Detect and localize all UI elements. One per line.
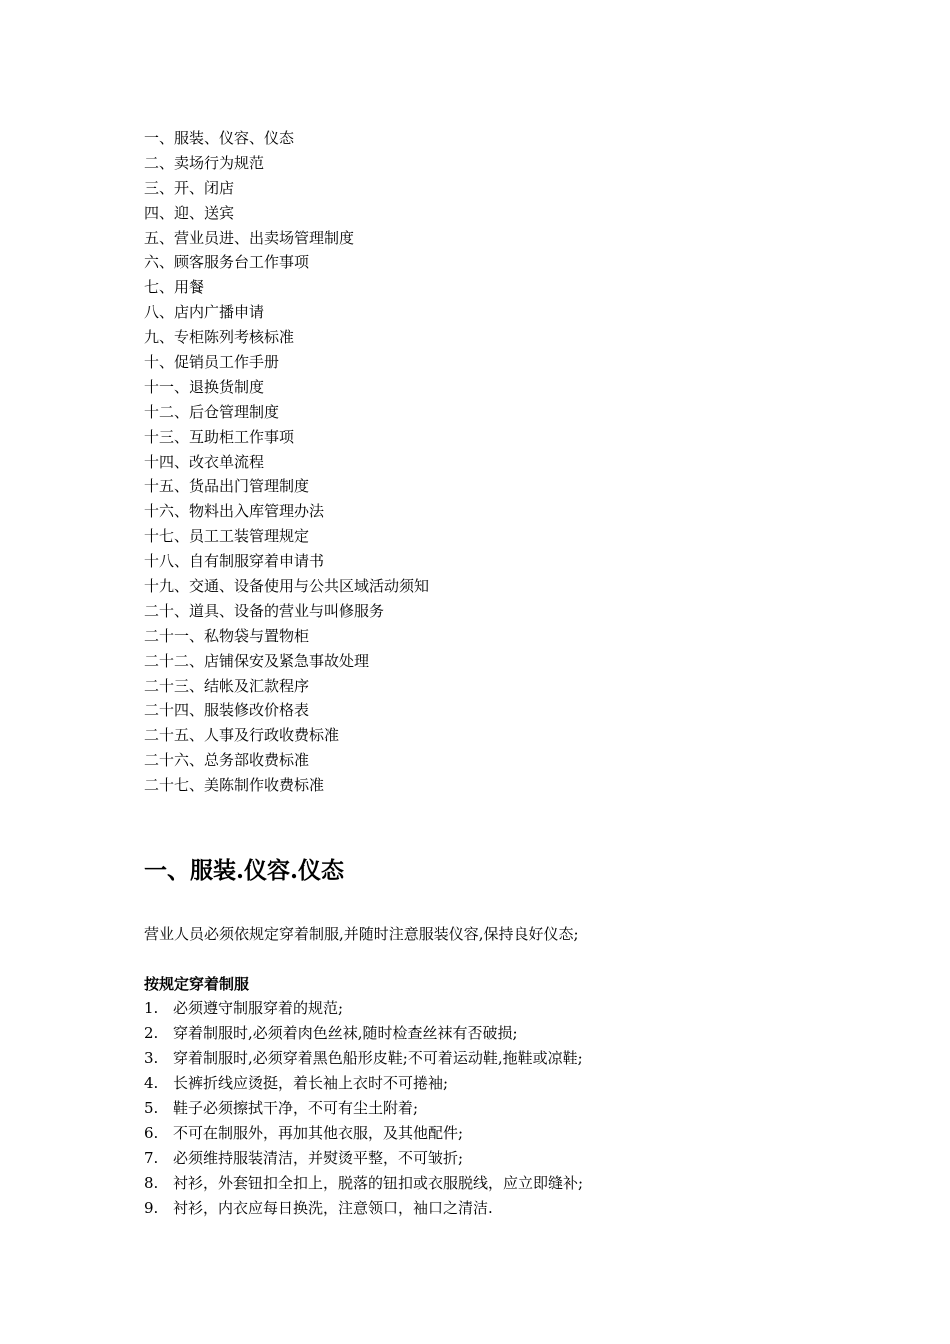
toc-item: 六、顾客服务台工作事项	[144, 253, 310, 272]
rule-number: 8.	[144, 1174, 159, 1192]
toc-item: 二十一、私物袋与置物柜	[144, 626, 310, 645]
rule-number: 3.	[144, 1049, 159, 1067]
rule-item	[144, 1046, 583, 1071]
rule-number: 4.	[144, 1074, 159, 1092]
toc-item: 四、迎、送宾	[144, 203, 235, 222]
toc-item: 七、用餐	[144, 278, 205, 297]
rule-text: 长裤折线应烫挺，着长袖上衣时不可捲袖;	[173, 1074, 449, 1092]
toc-item: 十八、自有制服穿着申请书	[144, 552, 325, 571]
rule-item	[144, 1096, 583, 1121]
toc-item: 十二、后仓管理制度	[144, 402, 280, 421]
rule-text: 穿着制服时,必须着肉色丝袜,随时检查丝袜有否破损;	[173, 1024, 518, 1042]
rule-text: 必须遵守制服穿着的规范;	[173, 999, 344, 1017]
rule-text: 必须维持服装清洁，并熨烫平整，不可皱折;	[173, 1149, 464, 1167]
toc-item: 二十三、结帐及汇款程序	[144, 676, 310, 695]
rule-item	[144, 996, 583, 1021]
rule-text: 鞋子必须擦拭干净，不可有尘土附着;	[173, 1099, 419, 1117]
rule-item	[144, 1196, 583, 1221]
rule-number: 9.	[144, 1199, 159, 1217]
toc-item: 八、店内广播申请	[144, 303, 265, 322]
toc-item: 二十五、人事及行政收费标准	[144, 726, 340, 745]
toc-item: 十、促销员工作手册	[144, 353, 280, 372]
rules-subheading: 按规定穿着制服	[144, 975, 250, 993]
rule-item	[144, 1171, 583, 1196]
toc-item: 五、营业员进、出卖场管理制度	[144, 228, 355, 247]
toc-item: 二十七、美陈制作收费标准	[144, 776, 325, 795]
toc-item: 十五、货品出门管理制度	[144, 477, 310, 496]
table-of-contents	[144, 126, 429, 798]
rule-number: 7.	[144, 1149, 159, 1167]
toc-item: 二十四、服装修改价格表	[144, 701, 310, 720]
rule-item	[144, 1021, 583, 1046]
rule-item	[144, 1146, 583, 1171]
section-intro: 营业人员必须依规定穿着制服,并随时注意服装仪容,保持良好仪态;	[144, 925, 579, 943]
toc-item: 十六、物料出入库管理办法	[144, 502, 325, 521]
toc-item: 十四、改衣单流程	[144, 452, 265, 471]
section-heading: 一、服装.仪容.仪态	[144, 857, 345, 884]
rule-number: 2.	[144, 1024, 159, 1042]
rule-number: 6.	[144, 1124, 159, 1142]
toc-item: 一、服装、仪容、仪态	[144, 129, 295, 147]
rule-text: 不可在制服外，再加其他衣服，及其他配件;	[173, 1124, 464, 1142]
toc-item: 十九、交通、设备使用与公共区域活动须知	[144, 577, 430, 596]
toc-item: 二、卖场行为规范	[144, 153, 265, 172]
rule-number: 5.	[144, 1099, 159, 1117]
toc-item: 二十、道具、设备的营业与叫修服务	[144, 601, 385, 620]
toc-item: 三、开、闭店	[144, 178, 235, 197]
rule-text: 衬衫，内衣应每日换洗，注意领口，袖口之清洁.	[173, 1199, 493, 1217]
rule-text: 衬衫，外套钮扣全扣上，脱落的钮扣或衣服脱线，应立即缝补;	[173, 1174, 584, 1192]
toc-item: 十七、员工工装管理规定	[144, 527, 310, 546]
uniform-rules-list	[144, 996, 583, 1221]
rule-item	[144, 1121, 583, 1146]
toc-item: 二十二、店铺保安及紧急事故处理	[144, 651, 370, 670]
rule-item	[144, 1071, 583, 1096]
rule-number: 1.	[144, 999, 159, 1017]
rule-text: 穿着制服时,必须穿着黑色船形皮鞋;不可着运动鞋,拖鞋或凉鞋;	[173, 1049, 583, 1067]
toc-item: 九、专柜陈列考核标准	[144, 328, 295, 347]
toc-item: 十一、退换货制度	[144, 377, 265, 396]
toc-item: 二十六、总务部收费标准	[144, 751, 310, 770]
toc-item: 十三、互助柜工作事项	[144, 427, 295, 446]
